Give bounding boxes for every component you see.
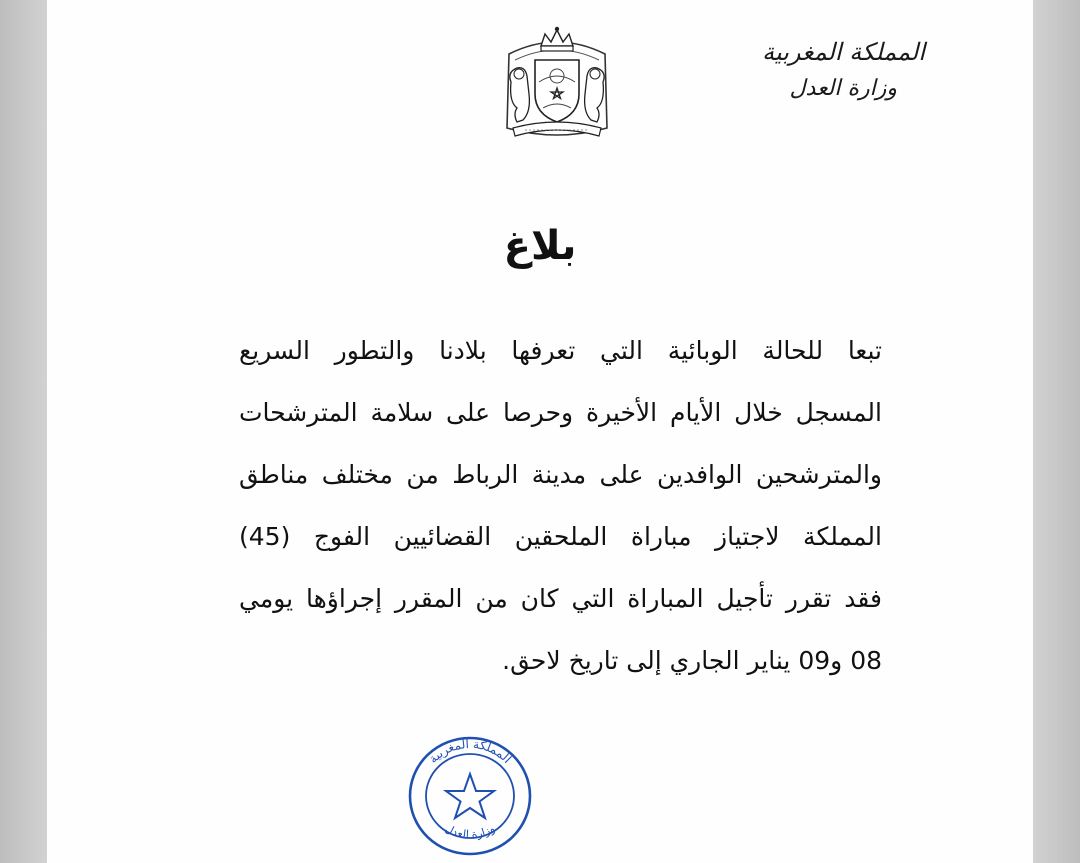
svg-text:المملكة المغربية	[426, 737, 514, 766]
ministry-name: وزارة العدل	[789, 76, 897, 101]
announcement-body	[239, 320, 882, 692]
stamp-top-text: المملكة المغربية	[425, 736, 515, 766]
viewer-right-margin	[1033, 0, 1080, 863]
coat-of-arms-icon	[495, 24, 619, 144]
viewer-left-margin	[0, 0, 47, 863]
kingdom-name: المملكة المغربية	[762, 38, 925, 66]
body-line: المملكة لاجتياز مباراة الملحقين القضائيين الفوج (45)	[239, 522, 882, 551]
body-line: تبعا للحالة الوبائية التي تعرفها بلادنا والتطور السريع	[239, 336, 882, 365]
ministry-header	[705, 32, 925, 106]
body-line: 08 و09 يناير الجاري إلى تاريخ لاحق.	[502, 646, 882, 675]
official-stamp-icon	[405, 734, 535, 859]
stamp-bottom-text: وزارة العدل	[442, 821, 498, 842]
body-line: والمترشحين الوافدين على مدينة الرباط من مختلف مناطق	[239, 460, 882, 489]
document-page	[47, 0, 1033, 863]
body-line: فقد تقرر تأجيل المباراة التي كان من المقرر إجراؤها يومي	[239, 584, 882, 613]
svg-text:وزارة العدل	[443, 822, 497, 841]
document-title: بلاغ	[503, 223, 577, 269]
body-line: المسجل خلال الأيام الأخيرة وحرصا على سلامة المترشحات	[239, 398, 882, 427]
